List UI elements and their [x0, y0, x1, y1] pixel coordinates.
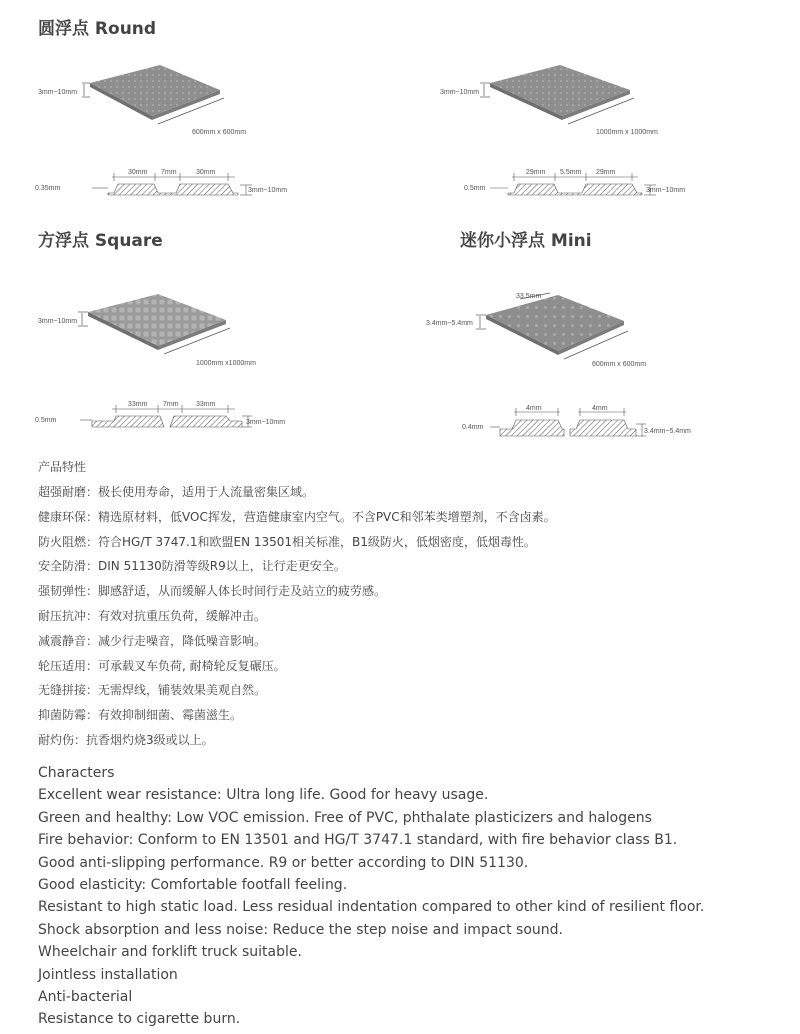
- square-thickness-label: 3mm~10mm: [38, 318, 78, 325]
- round-large-tile-illustration: [432, 60, 732, 150]
- feature-cn-item: 耐灼伤：抗香烟灼烧3级或以上。: [38, 732, 214, 747]
- square-base-label: 0.5mm: [35, 417, 57, 424]
- mini-tile-illustration: [424, 285, 724, 380]
- mini-base-label: 0.4mm: [462, 424, 484, 431]
- feature-cn-item: 抑菌防霉：有效抑制细菌、霉菌滋生。: [38, 708, 243, 723]
- round-large-size-label: 1000mm x 1000mm: [596, 129, 658, 136]
- round-large-thickness-label: 3mm~10mm: [440, 89, 480, 96]
- mini-pitch-label: 33.5mm: [516, 293, 542, 300]
- feature-en-item: Fire behavior: Conform to EN 13501 and HG/T 3747.1 standard, with fire behavior class B1.: [38, 832, 678, 849]
- features-cn-heading: 产品特性: [38, 460, 87, 474]
- round-size-label: 600mm x 600mm: [192, 129, 247, 136]
- feature-cn-item: 无缝拼接：无需焊线，铺装效果美观自然。: [38, 683, 267, 698]
- feature-en-item: Good elasticity: Comfortable footfall feeling.: [38, 876, 348, 893]
- round-tile-illustration: [30, 60, 300, 150]
- square-section-thickness: 3mm~10mm: [246, 419, 286, 426]
- feature-en-item: Green and healthy: Low VOC emission. Free of PVC, phthalate plasticizers and halogens: [38, 809, 652, 826]
- square-section-drawing: [30, 397, 310, 432]
- round-base-label: 0.35mm: [35, 185, 61, 192]
- round-large-dim-right: 29mm: [596, 169, 616, 176]
- round-title: 圆浮点 Round: [38, 19, 157, 39]
- feature-cn-item: 耐压抗冲：有效对抗重压负荷，缓解冲击。: [38, 608, 267, 623]
- feature-cn-item: 强韧弹性：脚感舒适，从而缓解人体长时间行走及站立的疲劳感。: [38, 584, 387, 599]
- mini-dim-right: 4mm: [592, 405, 608, 412]
- features-en: [38, 764, 788, 1033]
- feature-en-item: Excellent wear resistance: Ultra long life. Good for heavy usage.: [38, 787, 489, 804]
- round-large-section-thickness: 3mm~10mm: [646, 187, 686, 194]
- round-large-base-label: 0.5mm: [464, 185, 486, 192]
- feature-en-item: Anti-bacterial: [38, 988, 133, 1005]
- square-dim-right: 33mm: [196, 401, 216, 408]
- feature-cn-item: 安全防滑：DIN 51130防滑等级R9以上，让行走更安全。: [38, 559, 346, 574]
- feature-en-item: Jointless installation: [38, 966, 178, 983]
- features-en-heading: Characters: [38, 765, 115, 781]
- feature-en-item: Shock absorption and less noise: Reduce the step noise and impact sound.: [38, 921, 563, 938]
- mini-section-drawing: [460, 402, 750, 442]
- round-section-thickness: 3mm~10mm: [248, 187, 288, 194]
- feature-en-item: Resistance to cigarette burn.: [38, 1011, 241, 1028]
- square-size-label: 1000mm x1000mm: [196, 360, 256, 367]
- feature-en-item: Wheelchair and forklift truck suitable.: [38, 944, 302, 961]
- round-thickness-label: 3mm~10mm: [38, 89, 78, 96]
- mini-size-label: 600mm x 600mm: [592, 361, 647, 368]
- feature-cn-item: 健康环保：精选原材料，低VOC挥发，营造健康室内空气。不含PVC和邻苯类增塑剂，不含卤素。: [38, 509, 556, 524]
- round-dim-right: 30mm: [196, 169, 216, 176]
- square-tile-illustration: [30, 290, 310, 380]
- feature-cn-item: 防火阻燃：符合HG/T 3747.1和欧盟EN 13501相关标准，B1级防火，低烟密度，低烟毒性。: [38, 534, 536, 549]
- features-cn: [38, 460, 778, 758]
- square-title: 方浮点 Square: [38, 231, 163, 251]
- mini-dim-left: 4mm: [526, 405, 542, 412]
- feature-cn-item: 减震静音：减少行走噪音，降低噪音影响。: [38, 633, 267, 648]
- mini-title: 迷你小浮点 Mini: [460, 231, 592, 251]
- mini-thickness-label: 3.4mm~5.4mm: [426, 320, 473, 327]
- square-dim-mid: 7mm: [163, 401, 179, 408]
- round-large-section-drawing: [460, 165, 740, 200]
- round-large-dim-left: 29mm: [526, 169, 546, 176]
- round-dim-mid: 7mm: [161, 169, 177, 176]
- square-dim-left: 33mm: [128, 401, 148, 408]
- feature-cn-item: 轮压适用：可承载叉车负荷, 耐椅轮反复碾压。: [38, 658, 286, 673]
- feature-cn-item: 超强耐磨：极长使用寿命，适用于人流量密集区域。: [38, 485, 315, 499]
- feature-en-item: Good anti-slipping performance. R9 or better according to DIN 51130.: [38, 854, 529, 871]
- mini-section-thickness: 3.4mm~5.4mm: [644, 428, 691, 435]
- round-section-drawing: [30, 165, 300, 200]
- feature-en-item: Resistant to high static load. Less residual indentation compared to other kind of resilient floor.: [38, 899, 705, 916]
- round-dim-left: 30mm: [128, 169, 148, 176]
- round-large-dim-mid: 5.5mm: [560, 169, 582, 176]
